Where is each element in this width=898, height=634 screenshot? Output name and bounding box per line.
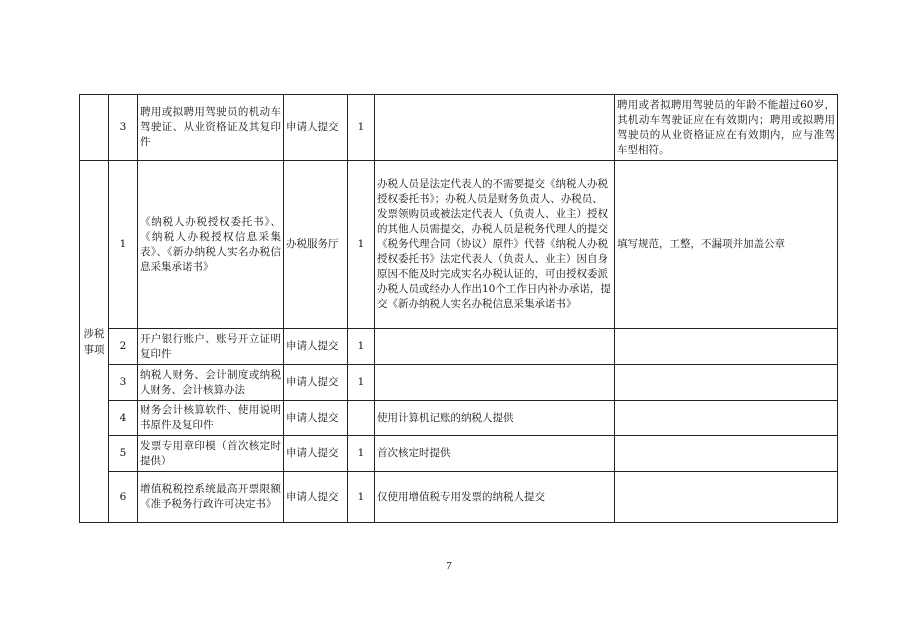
material-name: 增值税税控系统最高开票限额《准予税务行政许可决定书》 (138, 472, 284, 523)
material-note (375, 365, 615, 401)
copy-count: 1 (348, 472, 375, 523)
table-row (80, 161, 838, 329)
copy-count: 1 (348, 95, 375, 161)
table-row (80, 472, 838, 523)
row-number: 6 (109, 472, 138, 523)
material-note: 办税人员是法定代表人的不需要提交《纳税人办税授权委托书》；办税人员是财务负责人、办税员、发票领购员或被法定代表人（负责人、业主）授权的其他人员需提交，办税人员是税务代理人的提交《税务代理合同（协议）原件》代替《纳税人办税授权委托书》法定代表人（负责人、业主）因自身原因不能及时完成实名办税认证的，可由授权委派办税人员或经办人作出10个工作日内补办承诺，提交《新办纳税人实名办税信息采集承诺书》 (375, 161, 615, 329)
material-note: 仅使用增值税专用发票的纳税人提交 (375, 472, 615, 523)
material-source: 申请人提交 (284, 329, 348, 365)
material-note: 使用计算机记账的纳税人提供 (375, 401, 615, 436)
copy-count (348, 401, 375, 436)
row-number: 3 (109, 365, 138, 401)
materials-table (79, 94, 838, 523)
material-source: 办税服务厅 (284, 161, 348, 329)
material-name: 《纳税人办税授权委托书》、《纳税人办税授权信息采集表》、《新办纳税人实名办税信息采集承诺书》 (138, 161, 284, 329)
material-name: 开户银行账户、账号开立证明复印件 (138, 329, 284, 365)
material-requirement (615, 472, 838, 523)
table-row (80, 329, 838, 365)
material-requirement (615, 436, 838, 472)
section-label: 涉税事项 (80, 161, 109, 523)
row-number: 5 (109, 436, 138, 472)
row-number: 1 (109, 161, 138, 329)
copy-count: 1 (348, 365, 375, 401)
row-number: 3 (109, 95, 138, 161)
table-row (80, 401, 838, 436)
material-requirement (615, 401, 838, 436)
material-note: 首次核定时提供 (375, 436, 615, 472)
material-source: 申请人提交 (284, 436, 348, 472)
material-source: 申请人提交 (284, 472, 348, 523)
material-name: 发票专用章印模（首次核定时提供） (138, 436, 284, 472)
material-note (375, 95, 615, 161)
material-requirement: 聘用或者拟聘用驾驶员的年龄不能超过60岁，其机动车驾驶证应在有效期内；聘用或拟聘用驾驶员的从业资格证应在有效期内，应与准驾车型相符。 (615, 95, 838, 161)
copy-count: 1 (348, 161, 375, 329)
row-number: 2 (109, 329, 138, 365)
material-name: 纳税人财务、会计制度或纳税人财务、会计核算办法 (138, 365, 284, 401)
material-note (375, 329, 615, 365)
table-row (80, 436, 838, 472)
material-requirement: 填写规范，工整，不漏项并加盖公章 (615, 161, 838, 329)
table-row (80, 95, 838, 161)
material-requirement (615, 365, 838, 401)
material-name: 财务会计核算软件、使用说明书原件及复印件 (138, 401, 284, 436)
table-row (80, 365, 838, 401)
material-source: 申请人提交 (284, 401, 348, 436)
material-requirement (615, 329, 838, 365)
section-cell-empty (80, 95, 109, 161)
material-source: 申请人提交 (284, 95, 348, 161)
material-source: 申请人提交 (284, 365, 348, 401)
material-name: 聘用或拟聘用驾驶员的机动车驾驶证、从业资格证及其复印件 (138, 95, 284, 161)
copy-count: 1 (348, 436, 375, 472)
row-number: 4 (109, 401, 138, 436)
page-number: 7 (446, 560, 452, 572)
copy-count: 1 (348, 329, 375, 365)
